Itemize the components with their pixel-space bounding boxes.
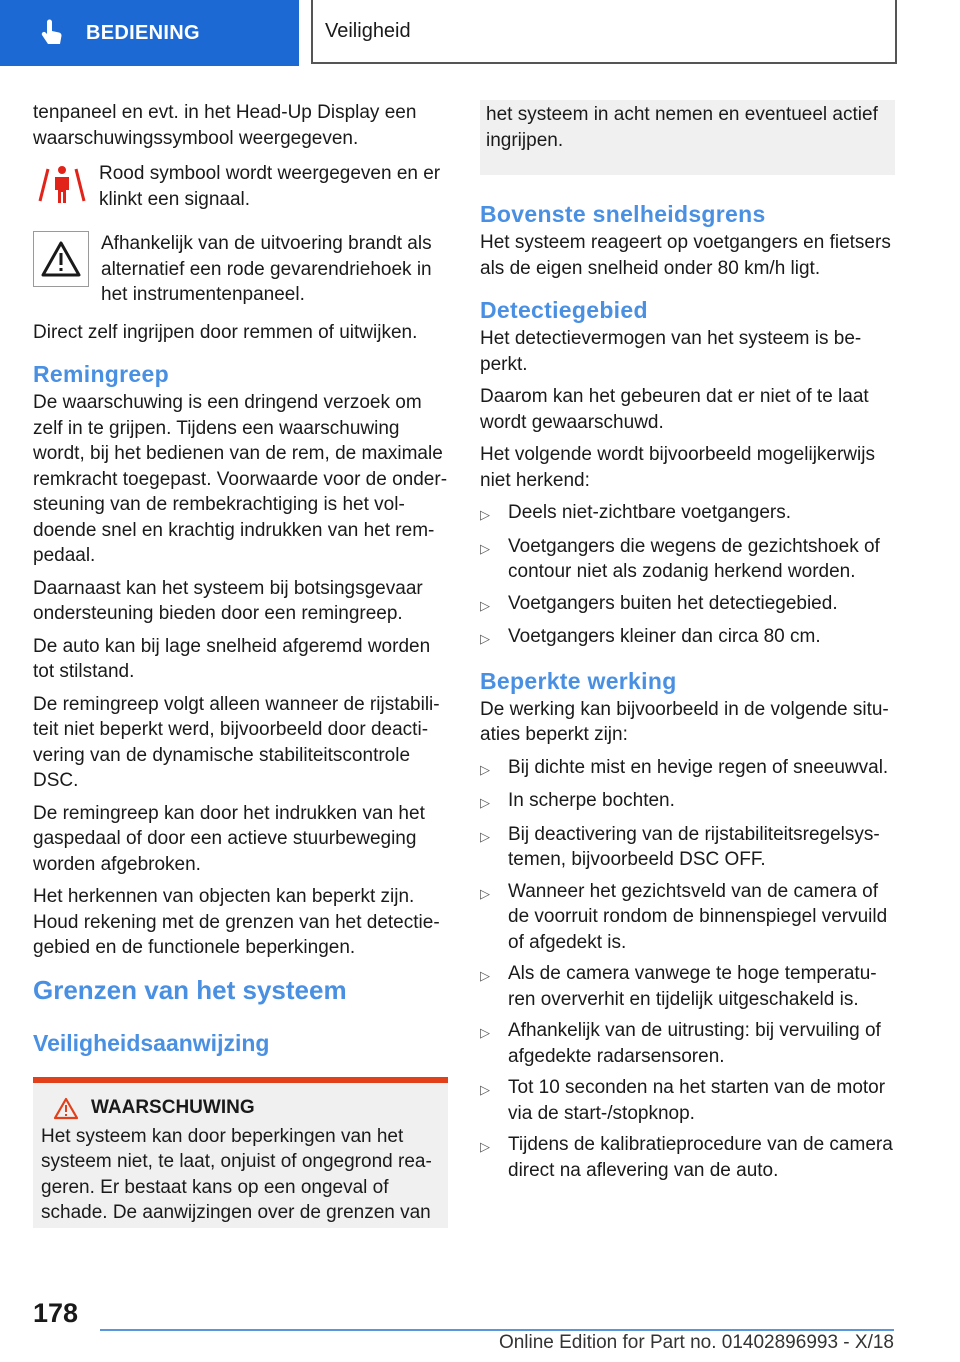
list-not-detected [480,500,895,652]
list-item: ▷ Tot 10 seconden na het starten van de motor via de start-/stopknop. [480,1075,895,1126]
section-tab-label: BEDIENING [86,21,200,44]
list-item: ▷ Tijdens de kalibratieprocedure van de camera direct na aflevering van de auto. [480,1132,895,1183]
warning-text: het systeem in acht nemen en eventueel actief ingrijpen. [486,104,878,151]
heading-veiligheidsaanwijzing: Veiligheidsaanwijzing [33,1029,270,1056]
paragraph: Het herkennen van objecten kan beperkt zijn. Houd rekening met de grenzen van het detectiegebied en de functionele beperkingen. [33,886,440,958]
section-tab[interactable] [0,0,299,66]
page-number: 178 [33,1298,79,1328]
triangle-bullet-icon: ▷ [480,828,490,844]
footer-divider [100,1329,894,1331]
triangle-bullet-icon: ▷ [480,885,490,901]
warning-text: Het systeem kan door beperkingen van het systeem niet, te laat, onjuist of ongegrond reageren. Er bestaat kans op een ongeval of schade. De aanwijzingen over de grenzen van [41,1125,432,1223]
warning-box [33,1077,448,1228]
right-column [480,100,895,1193]
triangle-bullet-icon: ▷ [480,597,490,613]
hand-pointer-icon [40,18,66,48]
triangle-bullet-icon: ▷ [480,540,490,556]
heading-bovenste-snelheidsgrens: Bovenste snelheidsgrens [480,201,766,227]
paragraph: Daarom kan het gebeuren dat er niet of te laat wordt gewaarschuwd. [480,386,869,433]
triangle-bullet-icon: ▷ [480,761,490,777]
symbol-description: Rood symbool wordt weergegeven en er klinkt een signaal. [99,163,441,210]
list-limited-function [480,755,895,1184]
paragraph: De remingreep kan door het indrukken van het gaspedaal of door een actieve stuurbeweging worden afgebroken. [33,802,425,875]
symbol-description: Afhankelijk van de uitvoering brandt als alternatief een rode gevarendriehoek in het instrumentenpaneel. [101,233,432,305]
list-item: ▷ Voetgangers die wegens de gezichtshoek of contour niet als zodanig herkend worden. [480,534,895,585]
list-item: ▷ Bij dichte mist en hevige regen of sneeuwval. [480,755,895,783]
paragraph: Direct zelf ingrijpen door remmen of uitwijken. [33,321,418,343]
paragraph: Het systeem reageert op voetgangers en fietsers als de eigen snelheid onder 80 km/h ligt. [480,232,891,279]
paragraph: Het detectievermogen van het systeem is beperkt. [480,328,862,375]
paragraph: De werking kan bijvoorbeeld in de volgende situaties beperkt zijn: [480,698,889,745]
chapter-title: Veiligheid [325,19,411,42]
triangle-bullet-icon: ▷ [480,968,490,983]
warning-icon [53,1097,83,1120]
symbol-row-triangle [33,231,448,308]
paragraph: De waarschuwing is een dringend verzoek om zelf in te grijpen. Tijdens een waarschuwing wordt, bij het bedienen van de rem, de maximale remkracht toegepast. Voorwaarde voor de ondersteuning van de rembekrachtiging is het voldoende snel en krachtig indrukken van het rempedaal. [33,392,448,566]
triangle-bullet-icon: ▷ [480,1082,490,1097]
triangle-bullet-icon: ▷ [480,1139,490,1154]
left-column [33,100,448,1228]
footer-edition: Online Edition for Part no. 01402896993 - X/18 [498,1332,894,1353]
list-item: ▷ Afhankelijk van de uitrusting: bij vervuiling of afgedekte radarsensoren. [480,1018,895,1069]
heading-beperkte-werking: Beperkte werking [480,667,677,694]
warning-title: WAARSCHUWING [91,1097,255,1118]
triangle-bullet-icon: ▷ [480,507,490,522]
warning-triangle-icon [33,231,89,287]
paragraph: Het volgende wordt bijvoorbeeld mogelijkerwijs niet herkend: [480,444,875,491]
list-item: ▷ Voetgangers buiten het detectiegebied. [480,591,895,619]
paragraph: De remingreep volgt alleen wanneer de rijstabiliteit niet beperkt werd, bijvoorbeeld door deactivering van de dynamische stabiliteitscontrole DSC. [33,693,440,791]
paragraph: tenpaneel en evt. in het Head-Up Display een waarschuwingssymbool weergegeven. [33,102,417,149]
paragraph: De auto kan bij lage snelheid afgeremd worden tot stilstand. [33,635,431,682]
chapter-header [311,0,897,64]
heading-remingreep: Remingreep [33,361,169,387]
triangle-bullet-icon: ▷ [480,631,490,646]
heading-grenzen: Grenzen van het systeem [33,974,347,1005]
warning-box-continued [480,100,895,175]
list-item: ▷ In scherpe bochten. [480,788,895,816]
triangle-bullet-icon: ▷ [480,795,490,810]
list-item: ▷ Wanneer het gezichtsveld van de camera of de voorruit rondom de binnenspiegel vervuild of afgedekt is. [480,879,895,956]
list-item: ▷ Voetgangers kleiner dan circa 80 cm. [480,624,895,652]
symbol-row-red [33,161,448,219]
list-item: ▷ Bij deactivering van de rijstabiliteitsregelsystemen, bijvoorbeeld DSC OFF. [480,822,895,873]
list-item: ▷ Als de camera vanwege te hoge temperaturen oververhit en tijdelijk uitgeschakeld is. [480,961,895,1012]
pedestrian-warning-icon [33,161,91,219]
list-item: ▷ Deels niet-zichtbare voetgangers. [480,500,895,528]
heading-detectiegebied: Detectiegebied [480,297,648,323]
paragraph: Daarnaast kan het systeem bij botsingsgevaar ondersteuning bieden door een remingreep. [33,577,423,624]
triangle-bullet-icon: ▷ [480,1025,490,1040]
